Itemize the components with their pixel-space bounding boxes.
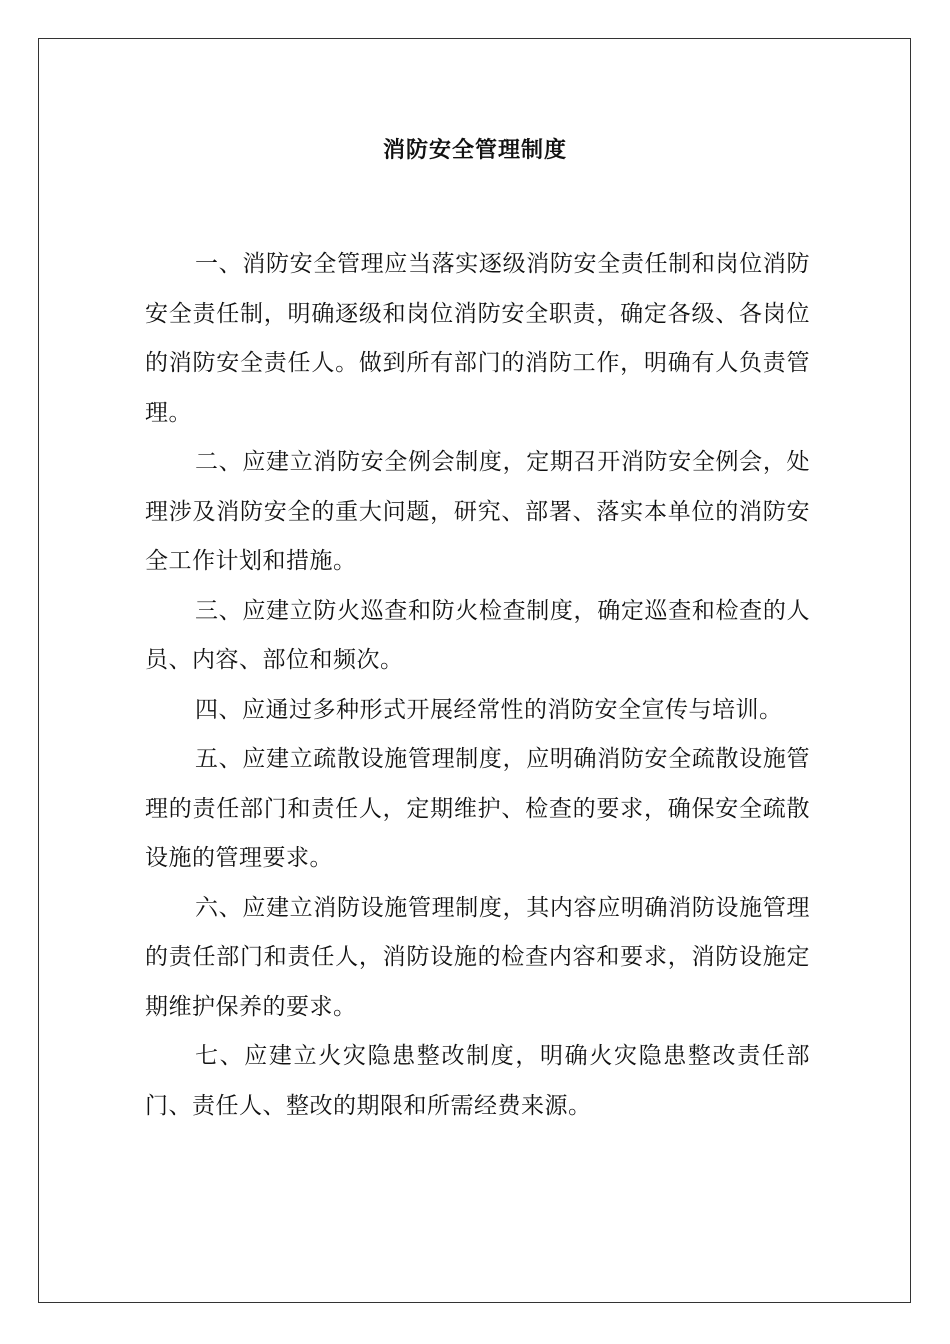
document-body xyxy=(145,240,810,1131)
paragraph-4: 四、应通过多种形式开展经常性的消防安全宣传与培训。 xyxy=(195,696,783,723)
paragraph-7: 七、应建立火灾隐患整改制度，明确火灾隐患整改责任部门、责任人、整改的期限和所需经费来源。 xyxy=(145,1043,810,1119)
paragraph-1: 一、消防安全管理应当落实逐级消防安全责任制和岗位消防安全责任制，明确逐级和岗位消防安全职责，确定各级、各岗位的消防安全责任人。做到所有部门的消防工作，明确有人负责管理。 xyxy=(145,251,810,426)
document-title: 消防安全管理制度 xyxy=(382,138,567,163)
paragraph-6: 六、应建立消防设施管理制度，其内容应明确消防设施管理的责任部门和责任人，消防设施的检查内容和要求，消防设施定期维护保养的要求。 xyxy=(145,894,810,1020)
paragraph-2: 二、应建立消防安全例会制度，定期召开消防安全例会，处理涉及消防安全的重大问题，研究、部署、落实本单位的消防安全工作计划和措施。 xyxy=(145,449,810,574)
paragraph-3: 三、应建立防火巡查和防火检查制度，确定巡查和检查的人员、内容、部位和频次。 xyxy=(145,597,810,673)
paragraph-5: 五、应建立疏散设施管理制度，应明确消防安全疏散设施管理的责任部门和责任人，定期维护、检查的要求，确保安全疏散设施的管理要求。 xyxy=(145,746,810,871)
